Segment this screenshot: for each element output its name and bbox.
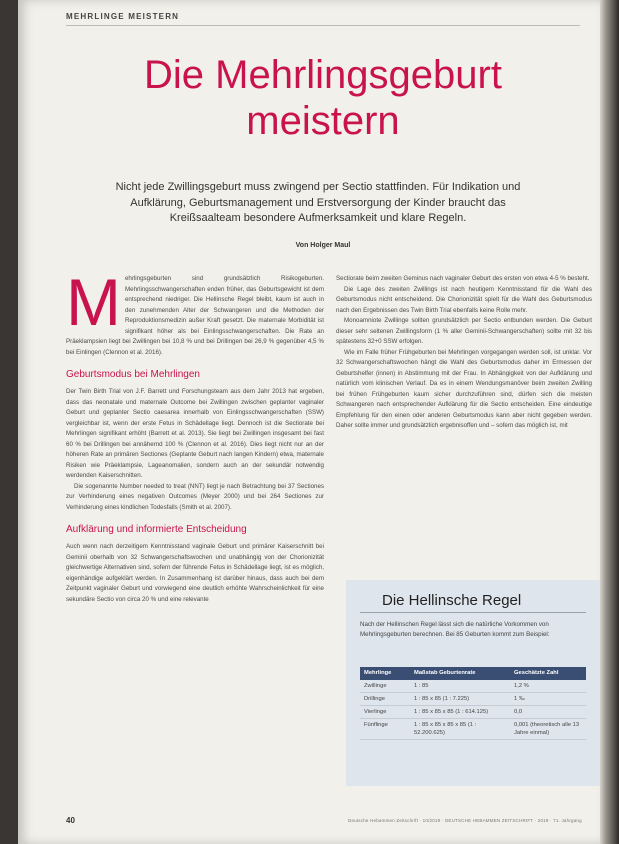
table-cell: Zwillinge <box>360 680 410 693</box>
table-cell: 1 : 85 x 85 x 85 x 85 (1 : 52.200.625) <box>410 719 510 740</box>
table-row <box>360 706 586 719</box>
table-header-cell: Mehrlinge <box>360 667 410 680</box>
paragraph: Der Twin Birth Trial von J.F. Barrett und Forschungsteam aus dem Jahr 2013 hat ergeben, dass das neonatale und maternale Outcome bei Zwillingen zwischen geplanter vaginaler Geburt und geplanter Sectio caesarea innerhalb von Einlingsschwangerschaften (SSW) vergleichbar ist, wenn der erste Fetus in Schädellage liegt. Dennoch ist die Sectiorate bei Mehrlingen signifikant erhöht (Barrett et al. 2013). Sie liegt bei Zwillingen insgesamt bei fast 60 % bei Drillingen bei annähernd 100 % (Clennon et al. 2016). Dies liegt nicht nur an der höheren Rate an primären Sectiones (Geplante Geburt nach langen Kindern) etwa, maternale Risiken wie Präeklampsie, Lageanomalien, sondern auch an der sekundär notwendig werdenden Kaiserschnitten. <box>66 388 324 479</box>
table-cell: 1 ‰ <box>510 693 586 706</box>
paragraph: Wie im Falle früher Frühgeburten bei Mehrlingen vorgegangen werden soll, ist unklar. Vor 32 Schwangerschaftswochen hängt die Wahl des Geburtsmodus daher im Ermessen der Geburtshelfer (innen) in Abstimmung mit der Frau. In Abhängigkeit von der Aufklärung und natürlich vom klinischen Verlauf. Da es in einem Wendungsmanöver beim zweiten Zwilling bei frühen Frühgeburten kaum sicher durchzuführen sind, dürfen sich die meisten Schwangeren nach entsprechender Aufklärung für die Sectio entscheiden. Eine eindeutige Empfehlung für den einen oder anderen Geburtsmodus kann aber nicht gegeben werden. Daher sollte immer und grundsätzlich ergebnisoffen und – sofern das möglich ist, mit <box>336 348 592 429</box>
footer-text: Deutsche Hebammen Zeitschrift · 10/2019 · DEUTSCHE HEBAMMEN ZEITSCHRIFT · 2019 · 71. Jahrgang <box>348 818 582 823</box>
paragraph: Die Lage des zweiten Zwillings ist nach heutigem Kenntnisstand für die Wahl des Geburtsmodus nicht entscheidend. Die Chorionizität spielt für die Wahl des Geburtsmodus nach den Ergebnissen des Twin Birth Trial ebenfalls keine Rolle mehr. <box>336 285 592 314</box>
paragraph: Sectiorate beim zweiten Geminus nach vaginaler Geburt des ersten von etwa 4-5 % besteht. <box>336 275 590 282</box>
table-row <box>360 680 586 693</box>
table-cell: 0,001 (theoretisch alle 13 Jahre einmal) <box>510 719 586 740</box>
page-edge-shadow <box>600 0 619 844</box>
article-lead: Nicht jede Zwillingsgeburt muss zwingend per Sectio stattfinden. Für Indikation und Aufklärung, Geburtsmanagement und Erstversorgung der Kinder braucht das Kreißsaalteam besondere Aufmerksamkeit und klare Regeln. <box>115 181 521 224</box>
table-row <box>360 719 586 740</box>
infobox-rule <box>360 612 586 613</box>
article-title: Die Mehrlingsgeburt meistern <box>144 53 502 143</box>
header-rule <box>66 25 580 26</box>
infobox-text: Nach der Hellinschen Regel lässt sich die natürliche Vorkommen von Mehrlingsgeburten berechnen. Bei 85 Geburten kommt zum Beispiel: <box>360 621 550 638</box>
table-cell: 1 : 85 <box>410 680 510 693</box>
running-head: MEHRLINGE MEISTERN <box>66 12 180 21</box>
right-column <box>336 274 592 432</box>
subhead-aufklaerung: Aufklärung und informierte Entscheidung <box>66 524 247 535</box>
table-cell: 1,2 % <box>510 680 586 693</box>
paragraph: Die sogenannte Number needed to treat (NNT) liegt je nach Betrachtung bei 37 Sectiones zur Verhinderung eines negativen Outcomes (Meyer 2000) und bei 264 Sectiones zur Verhinderung eines kindlichen Todesfalls (Smith et al. 2007). <box>66 482 324 511</box>
dropcap: M <box>66 265 121 339</box>
table-cell: Fünflinge <box>360 719 410 740</box>
paragraph: ehrlingsgeburten sind grundsätzlich Risikogeburten. Mehrlingsschwangerschaften enden früher, das Geburtsgewicht ist dem entsprechend niedriger. Die Hellinsche Regel bleibt, kaum ist auch in den zunehmenden Alter der Schwangeren und die Methoden der Reproduktionsmedizin außer Kraft gesetzt. Die maternale Morbidität ist signifikant höher als bei Einlingsschwangerschaften. Die Rate an Präeklampsien liegt bei Zwillingen bei 10,8 % und bei Drillingen bei 26,9 % gegenüber 4,5 % bei Einlingen (Clennon et al. 2016). <box>66 275 324 356</box>
table-cell: 0,0 <box>510 706 586 719</box>
subhead-geburtsmodus: Geburtsmodus bei Mehrlingen <box>66 369 200 380</box>
table-header-cell: Maßstab Geburtenrate <box>410 667 510 680</box>
left-column <box>66 265 324 605</box>
paragraph: Monoamniote Zwillinge sollten grundsätzlich per Sectio entbunden werden. Die Geburt dieser sehr seltenen Zwillingsform (1 % aller Geminii-Schwangerschaften) sollte mit 32 bis spätestens 32+0 SSW erfolgen. <box>336 317 592 345</box>
table-cell: Drillinge <box>360 693 410 706</box>
table-cell: Vierlinge <box>360 706 410 719</box>
table-cell: 1 : 85 x 85 x 85 (1 : 614.125) <box>410 706 510 719</box>
paragraph: Auch wenn nach derzeitigem Kenntnisstand vaginale Geburt und primärer Kaiserschnitt bei Geminii oberhalb von 32 Schwangerschaftswochen und unabhängig von der Chorionizität gleichwertige Alternativen sind, sofern der führende Fetus in Schädellage liegt, ist es möglich, eigenhändige aufgeklärt werden. In Zusammenhang ist darüber hinaus, dass auch bei dem Zeitpunkt vaginaler Geburt und vorwiegend eine deutlich erhöhte Wahrscheinlichkeit für eine sekundäre Sectio von circa 20 % und eine relevante <box>66 543 324 603</box>
page-number: 40 <box>66 816 75 825</box>
table-cell: 1 : 85 x 85 (1 : 7.225) <box>410 693 510 706</box>
infobox-title: Die Hellinsche Regel <box>382 592 522 609</box>
infobox-hellinsche-regel <box>346 580 600 786</box>
byline: Von Holger Maul <box>295 242 351 249</box>
table-header-cell: Geschätzte Zahl <box>510 667 586 680</box>
hellin-table <box>360 667 586 740</box>
table-header-row <box>360 667 586 680</box>
table-row <box>360 693 586 706</box>
